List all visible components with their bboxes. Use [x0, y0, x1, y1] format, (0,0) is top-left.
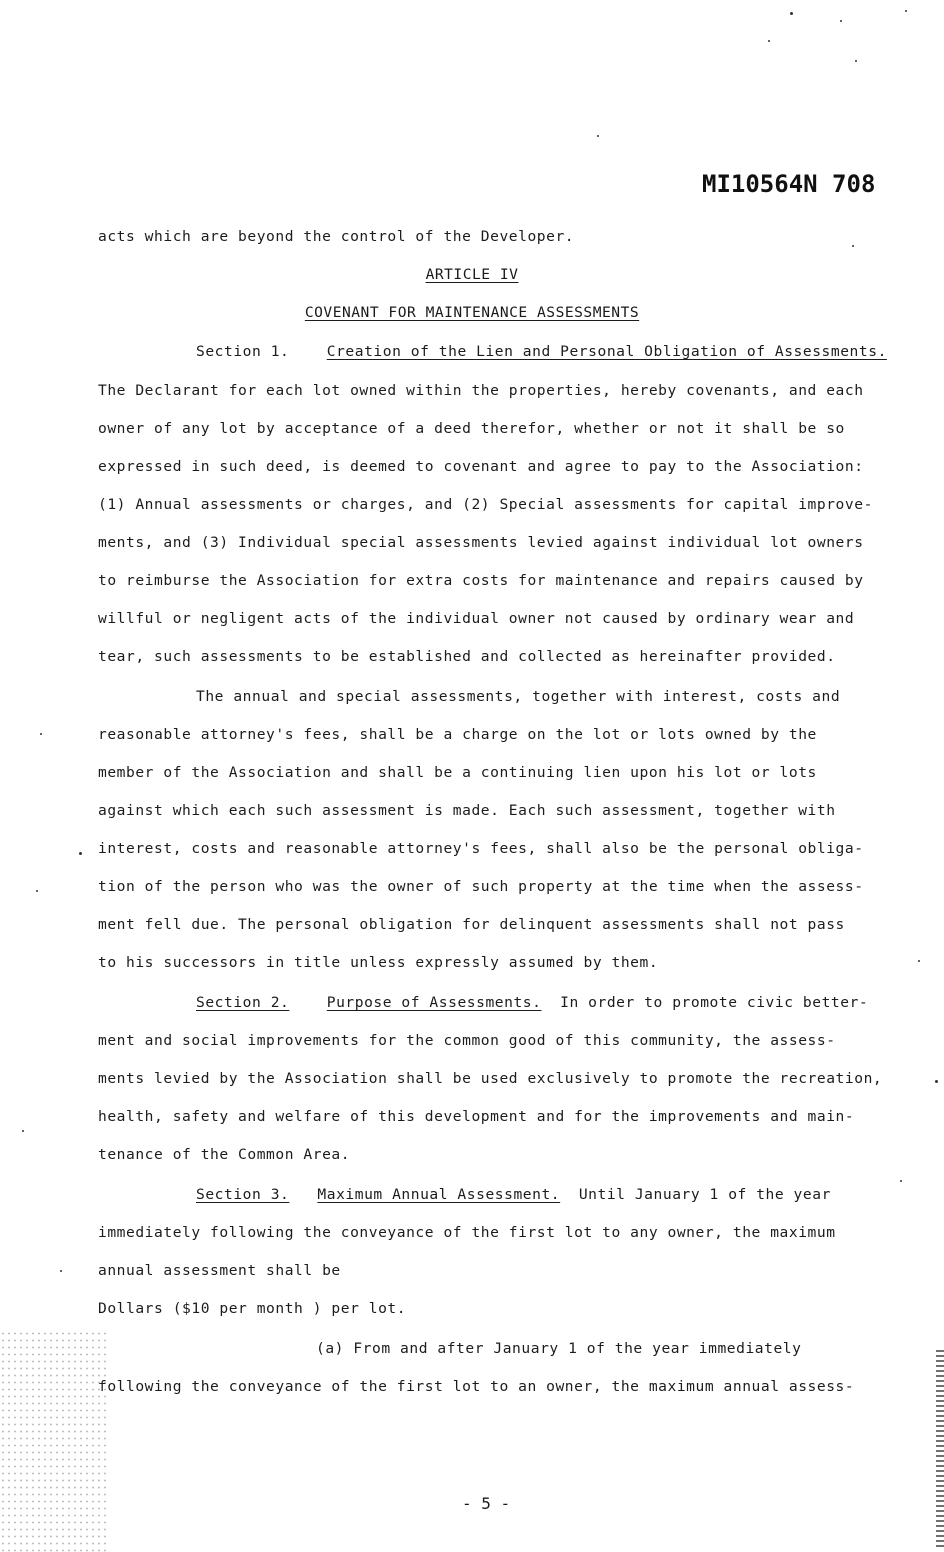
text-line: ment fell due. The personal obligation for delinquent assessments shall not pass — [98, 916, 845, 933]
text-line: reasonable attorney's fees, shall be a charge on the lot or lots owned by the — [98, 726, 817, 743]
text-line: owner of any lot by acceptance of a deed therefor, whether or not it shall be so — [98, 420, 845, 437]
scan-noise — [0, 1330, 110, 1552]
article-heading — [0, 266, 944, 283]
text-line: (1) Annual assessments or charges, and (2) Special assessments for capital improve- — [98, 496, 873, 513]
text-line: expressed in such deed, is deemed to covenant and agree to pay to the Association: — [98, 458, 864, 475]
text-line: ment and social improvements for the common good of this community, the assess- — [98, 1032, 836, 1049]
section-2-title: Purpose of Assessments. — [326, 994, 542, 1011]
speck — [22, 1130, 24, 1132]
section-1-label: Section 1. — [196, 343, 290, 360]
text-line: immediately following the conveyance of the first lot to any owner, the maximum — [98, 1224, 836, 1241]
speck — [597, 135, 599, 137]
text-line: tenance of the Common Area. — [98, 1146, 351, 1163]
text-line: willful or negligent acts of the individual owner not caused by ordinary wear and — [98, 610, 855, 627]
text-line: The annual and special assessments, together with interest, costs and — [196, 688, 841, 705]
text-line: against which each such assessment is made. Each such assessment, together with — [98, 802, 836, 819]
speck — [918, 960, 920, 962]
section-1-title: Creation of the Lien and Personal Obligation of Assessments. — [326, 343, 887, 360]
text-line: health, safety and welfare of this development and for the improvements and main- — [98, 1108, 855, 1125]
text-line: tion of the person who was the owner of such property at the time when the assess- — [98, 878, 864, 895]
speck — [900, 1180, 902, 1182]
speck — [40, 733, 42, 735]
article-title: ARTICLE IV — [425, 266, 519, 283]
text-line: (a) From and after January 1 of the year immediately — [316, 1340, 802, 1357]
text-line: ments levied by the Association shall be used exclusively to promote the recreation, — [98, 1070, 883, 1087]
text-line: tear, such assessments to be established and collected as hereinafter provided. — [98, 648, 836, 665]
speck — [852, 245, 854, 247]
text-line: annual assessment shall be — [98, 1262, 341, 1279]
section-3-heading — [196, 1186, 831, 1203]
section-2-text: In order to promote civic better- — [560, 994, 869, 1011]
text-line: following the conveyance of the first lot to an owner, the maximum annual assess- — [98, 1378, 855, 1395]
article-subheading — [0, 304, 944, 321]
scan-edge — [936, 1350, 944, 1550]
section-2-heading — [196, 994, 868, 1011]
speck — [855, 60, 857, 62]
text-line: The Declarant for each lot owned within the properties, hereby covenants, and each — [98, 382, 864, 399]
section-3-label: Section 3. — [196, 1186, 290, 1203]
text-line: interest, costs and reasonable attorney's fees, shall also be the personal obliga- — [98, 840, 864, 857]
text-line: to reimburse the Association for extra costs for maintenance and repairs caused by — [98, 572, 864, 589]
section-3-title: Maximum Annual Assessment. — [317, 1186, 561, 1203]
recording-stamp: MI10564N 708 — [702, 170, 876, 198]
page-number: - 5 - — [462, 1494, 511, 1513]
speck — [36, 890, 38, 892]
text-line: ments, and (3) Individual special assessments levied against individual lot owners — [98, 534, 864, 551]
text-line: to his successors in title unless expressly assumed by them. — [98, 954, 659, 971]
text-line: member of the Association and shall be a continuing lien upon his lot or lots — [98, 764, 817, 781]
section-1-heading — [196, 343, 887, 360]
speck — [790, 12, 793, 15]
text-line: acts which are beyond the control of the Developer. — [98, 228, 575, 245]
speck — [840, 20, 842, 22]
speck — [905, 10, 907, 12]
speck — [768, 40, 770, 42]
article-subtitle: COVENANT FOR MAINTENANCE ASSESSMENTS — [304, 304, 640, 321]
section-3-text: Until January 1 of the year — [578, 1186, 831, 1203]
speck — [79, 852, 82, 855]
text-line: Dollars ($10 per month ) per lot. — [98, 1300, 407, 1317]
section-2-label: Section 2. — [196, 994, 290, 1011]
speck — [60, 1270, 62, 1272]
speck — [935, 1080, 938, 1083]
